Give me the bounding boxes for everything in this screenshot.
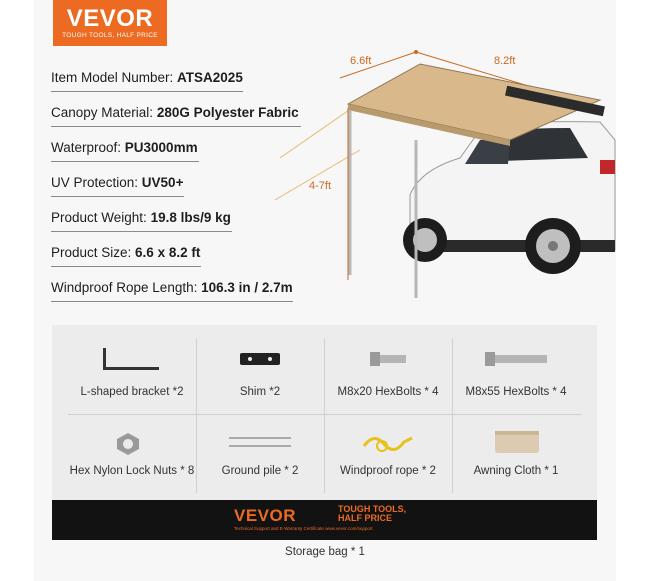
spec-divider [51,266,201,267]
spec-divider [51,161,199,162]
accessory-label: M8x20 HexBolts * 4 [337,386,439,398]
awning-car-illustration [270,40,630,310]
spec-waterproof: Waterproof: PU3000mm [51,140,198,155]
guide-line [275,150,360,200]
shim-icon [238,350,282,368]
long-bolt-icon [483,350,549,368]
ground-pile-icon [225,434,295,450]
spec-divider [51,301,293,302]
accessory-label: Shim *2 [239,386,281,398]
storage-bag [52,500,597,540]
spec-canopy: Canopy Material: 280G Polyester Fabric [51,105,299,120]
vevor-logo [53,0,167,46]
spec-uv: UV Protection: UV50+ [51,175,184,190]
spec-divider [51,126,301,127]
accessory-label: Ground pile * 2 [221,465,299,477]
awning-cloth-icon [492,425,542,457]
accessory-label: M8x55 HexBolts * 4 [465,386,567,398]
spec-divider [51,231,232,232]
spec-rope-length: Windproof Rope Length: 106.3 in / 2.7m [51,280,293,295]
l-bracket-icon [98,344,164,374]
grid-separator [68,414,582,415]
rope-icon [360,428,416,454]
spec-divider [51,196,184,197]
short-bolt-icon [368,350,410,368]
accessory-label: L-shaped bracket *2 [80,386,184,398]
bag-small-print: Technical Support and E-Warranty Certificate www.vevor.com/support [234,526,373,531]
spec-size: Product Size: 6.6 x 8.2 ft [51,245,201,260]
height-label: 4-7ft [309,180,332,192]
guide-line [280,108,352,158]
hex-nut-icon [115,432,141,456]
bag-tagline: TOUGH TOOLS, HALF PRICE [338,504,407,523]
spec-weight: Product Weight: 19.8 lbs/9 kg [51,210,231,225]
logo-brand: VEVOR [66,5,154,32]
depth-label: 6.6ft [350,55,372,67]
logo-tagline: TOUGH TOOLS, HALF PRICE [62,32,158,39]
accessory-label: Windproof rope * 2 [340,465,436,477]
width-label: 8.2ft [494,55,516,67]
spec-model: Item Model Number: ATSA2025 [51,70,243,85]
spec-divider [51,91,243,92]
storage-bag-caption: Storage bag * 1 [285,546,365,558]
bag-brand: VEVOR [234,506,297,525]
accessory-label: Awning Cloth * 1 [473,465,559,477]
accessory-label: Hex Nylon Lock Nuts * 8 [69,465,195,477]
